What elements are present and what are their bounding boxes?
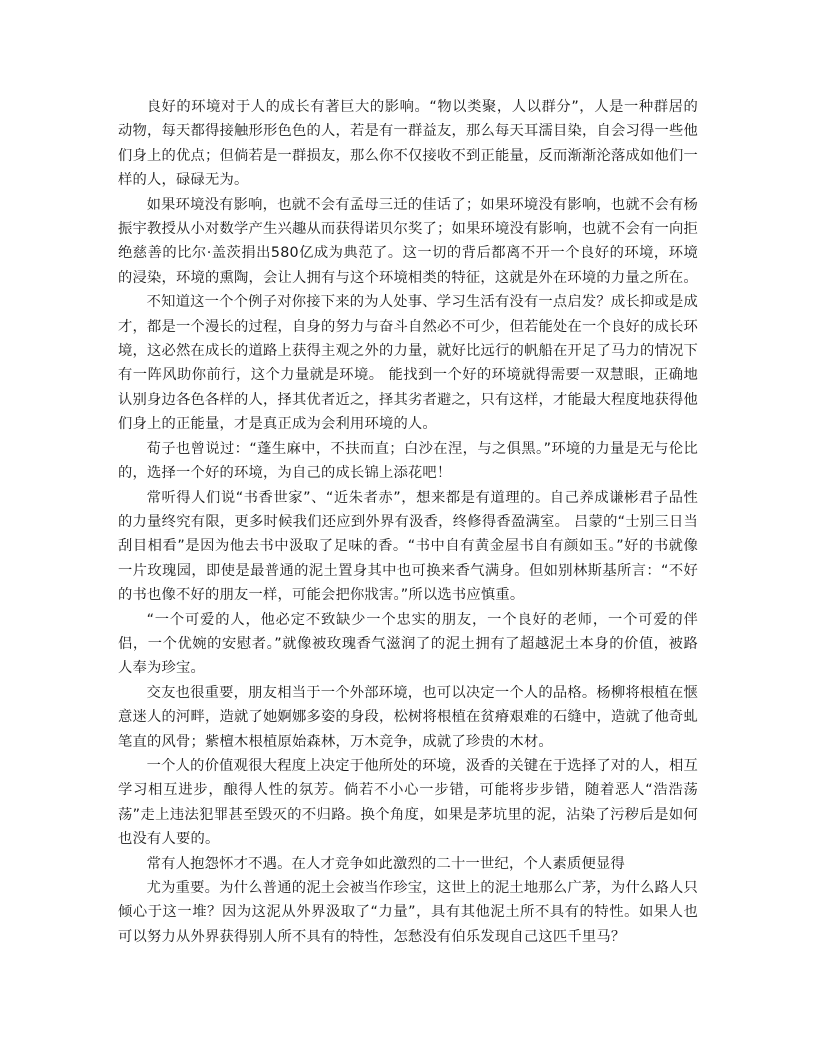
paragraph-5: 常听得人们说“书香世家”、“近朱者赤”，想来都是有道理的。自己养成谦彬君子品性的力量终究有限，更多时候我们还应到外界有汲香，终修得香盈满室。 吕蒙的“士别三日当刮目相看”是因为他去书中汲取了足味的香。“书中自有黄金屋书自有颜如玉。”好的书就像一片玫瑰园，即使是最普通的泥土置身其中也可换来香气满身。但如别林斯基所言：“不好的书也像不好的朋友一样，可能会把你戕害。”所以选书应慎重。 [118, 489, 698, 604]
paragraph-9: 常有人抱怨怀才不遇。在人才竞争如此激烈的二十一世纪，个人素质便显得 [146, 855, 625, 872]
paragraph-7: 交友也很重要，朋友相当于一个外部环境，也可以决定一个人的品格。杨柳将根植在惬意迷人的河畔，造就了她婀娜多姿的身段，松树将根植在贫瘠艰难的石缝中，造就了他奇虬笔直的风骨；紫檀木根植原始森林，万木竞争，成就了珍贵的木材。 [118, 684, 698, 750]
paragraph-6: “一个可爱的人，他必定不致缺少一个忠实的朋友，一个良好的老师，一个可爱的伴侣，一个优婉的安慰者。”就像被玫瑰香气滋润了的泥土拥有了超越泥土本身的价值，被路人奉为珍宝。 [118, 611, 698, 677]
paragraph-4: 荀子也曾说过：“蓬生麻中，不扶而直；白沙在涅，与之俱黑。”环境的力量是无与伦比的，选择一个好的环境，为自己的成长锦上添花吧！ [118, 440, 698, 482]
paragraph-1: 良好的环境对于人的成长有著巨大的影响。“物以类聚，人以群分”，人是一种群居的动物，每天都得接触形形色色的人，若是有一群益友，那么每天耳濡目染，自会习得一些他们身上的优点；但倘若是一群损友，那么你不仅接收不到正能量，反而渐渐沦落成如他们一样的人，碌碌无为。 [118, 99, 698, 189]
paragraph-2: 如果环境没有影响，也就不会有孟母三迁的佳话了；如果环境没有影响，也就不会有杨振宇教授从小对数学产生兴趣从而获得诺贝尔奖了；如果环境没有影响，也就不会有一向拒绝慈善的比尔·盖茨捐出580亿成为典范了。这一切的背后都离不开一个良好的环境，环境的浸染，环境的熏陶，会让人拥有与这个环境相类的特征，这就是外在环境的力量之所在。 [118, 196, 698, 286]
document-body [118, 95, 698, 949]
paragraph-8: 一个人的价值观很大程度上决定于他所处的环境，汲香的关键在于选择了对的人，相互学习相互进步，酿得人性的氛芳。倘若不小心一步错，可能将步步错，随着恶人“浩浩荡荡”走上违法犯罪甚至毁灭的不归路。换个角度，如果是茅坑里的泥，沾染了污秽后是如何也没有人要的。 [118, 757, 698, 848]
paragraph-3: 不知道这一个个例子对你接下来的为人处事、学习生活有没有一点启发？成长抑或是成才，都是一个漫长的过程，自身的努力与奋斗自然必不可少，但若能处在一个良好的成长环境，这必然在成长的道路上获得主观之外的力量，就好比远行的帆船在开足了马力的情况下有一阵风助你前行，这个力量就是环境。 能找到一个好的环境就得需要一双慧眼，正确地认别身边各色各样的人，择其优者近之，择其劣者避之，只有这样，才能最大程度地获得他们身上的正能量，才是真正成为会利用环境的人。 [118, 294, 698, 433]
paragraph-10: 尤为重要。为什么普通的泥土会被当作珍宝，这世上的泥土地那么广茅，为什么路人只倾心于这一堆？因为这泥从外界汲取了“力量”，具有其他泥土所不具有的特性。如果人也可以努力从外界获得别人所不具有的特性，怎愁没有伯乐发现自己这匹千里马？ [118, 880, 698, 945]
